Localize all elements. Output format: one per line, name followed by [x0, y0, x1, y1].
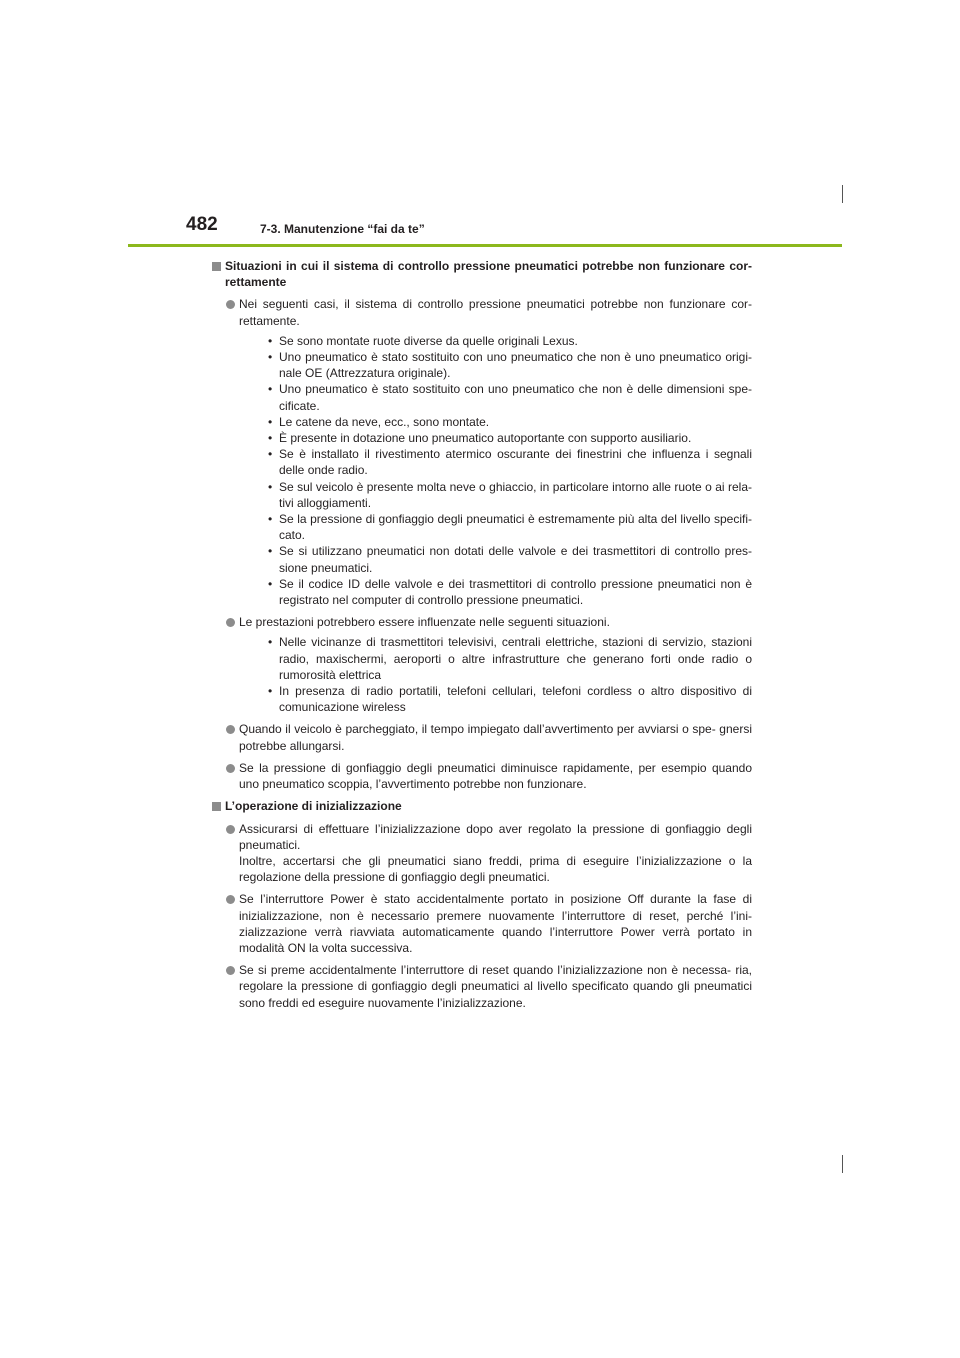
sub-item-text: Se è installato il rivestimento atermico oscurante dei finestrini che influenza i segnali delle onde radio.	[279, 447, 752, 478]
circle-bullet-icon	[226, 764, 235, 773]
dot-bullet-icon: •	[268, 576, 273, 591]
list-item	[212, 962, 752, 1011]
section-title: 7-3. Manutenzione “fai da te”	[260, 222, 425, 236]
item-text: Quando il veicolo è parcheggiato, il tempo impiegato dall’avvertimento per avviarsi o spe- gnersi potrebbe allungarsi.	[239, 722, 752, 753]
sub-list-item	[239, 446, 752, 478]
list-item	[212, 614, 752, 715]
sub-item-text: Se la pressione di gonfiaggio degli pneumatici è estremamente più alta del livello specifi- cato.	[279, 512, 752, 543]
sub-list-item	[239, 683, 752, 715]
dot-bullet-icon: •	[268, 333, 273, 348]
crop-mark-bottom	[842, 1155, 843, 1173]
square-marker-icon	[212, 802, 221, 811]
content	[212, 254, 752, 1011]
dot-bullet-icon: •	[268, 544, 273, 559]
dot-bullet-icon: •	[268, 635, 273, 650]
item-text: Se l’interruttore Power è stato accidentalmente portato in posizione Off durante la fase di inizializzazione, non è necessario premere nuovamente l’interruttore di reset, perché l’ini- zializzazione verrà riavviata automaticamente quando l’interruttore Power verrà portato in modalità ON la volta successiva.	[239, 892, 752, 955]
circle-bullet-icon	[226, 825, 235, 834]
item-text-continued: Inoltre, accertarsi che gli pneumatici siano freddi, prima di eseguire l’inizializzazione o la regolazione della pressione di gonfiaggio degli pneumatici.	[239, 853, 752, 885]
dot-bullet-icon: •	[268, 479, 273, 494]
sub-list-item	[239, 479, 752, 511]
dot-bullet-icon: •	[268, 431, 273, 446]
sub-item-text: Uno pneumatico è stato sostituito con uno pneumatico che non è uno pneumatico origi- nale OE (Attrezzatura originale).	[279, 350, 752, 381]
item-text: Se si preme accidentalmente l’interruttore di reset quando l’inizializzazione non è necessa- ria, regolare la pressione di gonfiaggio degli pneumatici al livello specificato quando gli pneumatici sono freddi ed eseguire nuovamente l’inizializzazione.	[239, 963, 752, 1010]
dot-bullet-icon: •	[268, 350, 273, 365]
sub-item-text: Uno pneumatico è stato sostituito con uno pneumatico che non è delle dimensioni spe- cificate.	[279, 382, 752, 413]
section-heading	[212, 258, 752, 290]
sub-list-item	[239, 430, 752, 446]
sub-item-text: Se sono montate ruote diverse da quelle originali Lexus.	[279, 333, 578, 348]
sub-list-item	[239, 414, 752, 430]
dot-bullet-icon: •	[268, 414, 273, 429]
sub-list	[239, 333, 752, 608]
dot-bullet-icon: •	[268, 447, 273, 462]
sub-list-item	[239, 349, 752, 381]
sub-list-item	[239, 576, 752, 608]
list-item	[212, 891, 752, 956]
list-item	[212, 721, 752, 753]
square-marker-icon	[212, 262, 221, 271]
sub-item-text: Se si utilizzano pneumatici non dotati delle valvole e dei trasmettitori di controllo pres- sione pneumatici.	[279, 544, 752, 575]
header-rule	[128, 244, 842, 247]
circle-bullet-icon	[226, 966, 235, 975]
sub-list-item	[239, 381, 752, 413]
dot-bullet-icon: •	[268, 684, 273, 699]
list-item	[212, 296, 752, 608]
heading-text: L’operazione di inizializzazione	[225, 799, 402, 814]
sub-list-item	[239, 543, 752, 575]
section-heading	[212, 798, 752, 814]
sub-item-text: In presenza di radio portatili, telefoni cellulari, telefoni cordless o altro dispositivo di comunicazione wireless	[279, 684, 752, 715]
sub-item-text: È presente in dotazione uno pneumatico autoportante con supporto ausiliario.	[279, 431, 692, 446]
circle-bullet-icon	[226, 725, 235, 734]
list-item	[212, 760, 752, 792]
dot-bullet-icon: •	[268, 512, 273, 527]
sub-item-text: Se sul veicolo è presente molta neve o ghiaccio, in particolare intorno alle ruote o ai rela- tivi alloggiamenti.	[279, 479, 752, 510]
circle-bullet-icon	[226, 618, 235, 627]
sub-list	[239, 634, 752, 715]
sub-item-text: Le catene da neve, ecc., sono montate.	[279, 414, 490, 429]
item-text: Nei seguenti casi, il sistema di controllo pressione pneumatici potrebbe non funzionare cor- rettamente.	[239, 297, 752, 328]
sub-list-item	[239, 511, 752, 543]
sub-item-text: Se il codice ID delle valvole e dei trasmettitori di controllo pressione pneumatici non è registrato nel computer di controllo pressione pneumatici.	[279, 576, 752, 608]
list-item	[212, 821, 752, 886]
heading-text: Situazioni in cui il sistema di controllo pressione pneumatici potrebbe non funzionare cor- rettamente	[225, 259, 752, 290]
item-text: Se la pressione di gonfiaggio degli pneumatici diminuisce rapidamente, per esempio quando uno pneumatico scoppia, l’avvertimento potrebbe non funzionare.	[239, 760, 752, 792]
sub-item-text: Nelle vicinanze di trasmettitori televisivi, centrali elettriche, stazioni di servizio, stazioni radio, maxischermi, aeroporti o altre infrastrutture che generano forti onde radio o rumorosità elettrica	[279, 635, 752, 682]
dot-bullet-icon: •	[268, 382, 273, 397]
item-text: Le prestazioni potrebbero essere influenzate nelle seguenti situazioni.	[239, 615, 610, 630]
page-number: 482	[186, 214, 218, 235]
circle-bullet-icon	[226, 300, 235, 309]
circle-bullet-icon	[226, 895, 235, 904]
crop-mark-top	[842, 185, 843, 203]
sub-list-item	[239, 333, 752, 349]
sub-list-item	[239, 634, 752, 683]
item-text: Assicurarsi di effettuare l’inizializzazione dopo aver regolato la pressione di gonfiaggio degli pneumatici.	[239, 821, 752, 852]
